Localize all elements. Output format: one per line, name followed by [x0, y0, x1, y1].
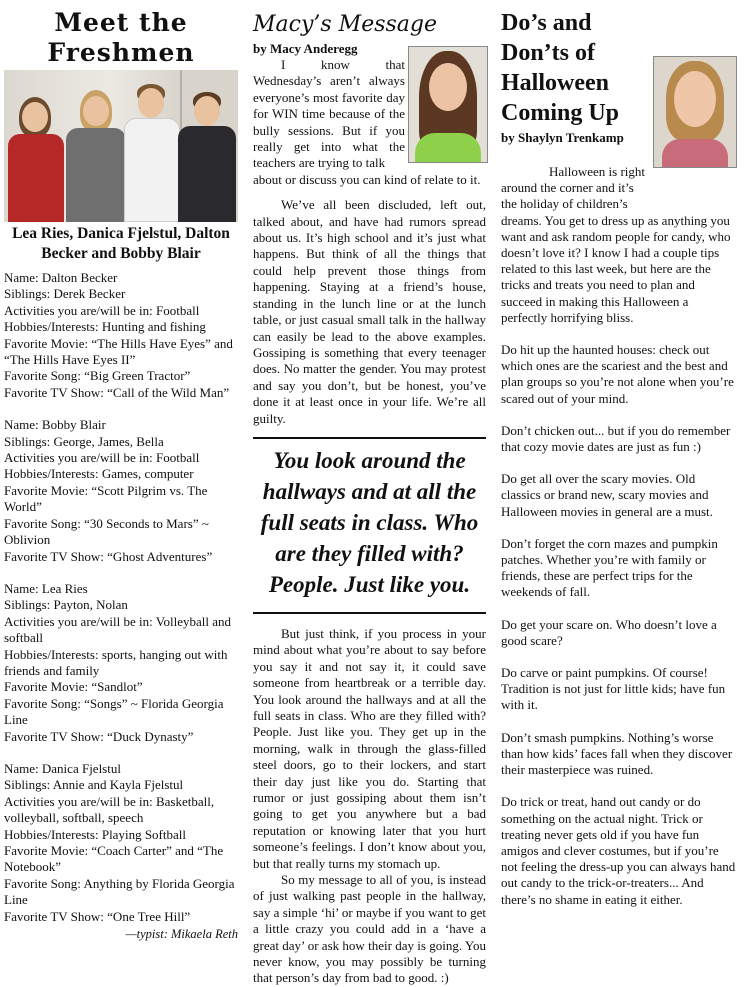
halloween-tip: Do hit up the haunted houses: check out which ones are the scariest and the best and plan groups so you’re not alone when you’re scared out of your mind.	[501, 342, 734, 406]
profile-line: Favorite Song: Anything by Florida Georgia Line	[4, 875, 235, 908]
profile-line: Favorite Song: “30 Seconds to Mars” ~ Oblivion	[4, 515, 209, 548]
pull-quote: You look around the hallways and at all the full seats in class. Who are they filled with? People. Just like you.	[253, 437, 486, 614]
freshmen-title-line1: Meet the	[54, 8, 188, 37]
halloween-title: Do’s and Don’ts of Halloween Coming Up	[501, 10, 620, 126]
profile-line: Hobbies/Interests: Hunting and fishing	[4, 319, 206, 335]
profile-line: Favorite TV Show: “One Tree Hill”	[4, 908, 191, 924]
profile-bobby	[4, 417, 238, 565]
macy-column	[253, 0, 486, 987]
profile-line: Favorite TV Show: “Call of the Wild Man”	[4, 384, 230, 400]
profile-line: Name: Bobby Blair	[4, 417, 106, 433]
profile-line: Siblings: Derek Becker	[4, 286, 126, 302]
freshmen-group-photo	[4, 70, 238, 222]
macy-paragraph-2: We’ve all been discluded, left out, talked about, and have had rumors spread about us. It’s high school and it’s just what happens. But think of all the things that could help prevent those things from happening. Staying at a friend’s house, standing in the lunch line or at the lunch table, or just casual small talk in the hallway can easily be lead to the above examples. Gossiping is something that every teenager does. No matter the gender. You may protest and say you don’t, but be honest, you’ve done it at least once in your life. We’re all guilty.	[253, 197, 486, 426]
profile-line: Favorite Movie: “Sandlot”	[4, 679, 143, 695]
profile-line: Favorite TV Show: “Ghost Adventures”	[4, 548, 213, 564]
profile-line: Activities you are/will be in: Football	[4, 302, 200, 318]
profile-line: Siblings: Payton, Nolan	[4, 597, 128, 613]
profile-line: Hobbies/Interests: Playing Softball	[4, 826, 186, 842]
halloween-tip: Do get all over the scary movies. Old classics or brand new, scary movies and Halloween movies in general are a must.	[501, 471, 713, 519]
shaylyn-portrait-photo	[653, 56, 737, 168]
profile-line: Activities you are/will be in: Volleyball and softball	[4, 613, 231, 646]
macy-paragraph-1-wrapped: I know that Wednesday’s aren’t always everyone’s most favorite day for WIN time because of the bully sessions. But if you really get into what the teachers are trying to talk	[253, 57, 405, 171]
halloween-intro-wrapped: Halloween is right around the corner and it’s the holiday of children’s	[501, 164, 646, 212]
profile-line: Siblings: Annie and Kayla Fjelstul	[4, 777, 184, 793]
profile-lea	[4, 581, 238, 745]
profile-line: Favorite Song: “Songs” ~ Florida Georgia Line	[4, 695, 224, 728]
profile-danica	[4, 761, 238, 925]
profile-line: Favorite TV Show: “Duck Dynasty”	[4, 728, 194, 744]
profile-line: Favorite Movie: “Coach Carter” and “The Notebook”	[4, 843, 224, 875]
macy-byline: by Macy Anderegg	[253, 41, 358, 56]
profile-line: Name: Danica Fjelstul	[4, 760, 121, 776]
profile-line: Activities you are/will be in: Basketball, volleyball, softball, speech	[4, 793, 215, 826]
profile-line: Favorite Movie: “The Hills Have Eyes” and “The Hills Have Eyes II”	[4, 335, 233, 368]
halloween-tip: Don’t forget the corn mazes and pumpkin patches. Whether you’re with family or friends, these are perfect trips for the weekends of fall.	[501, 535, 718, 600]
halloween-tip: Do carve or paint pumpkins. Of course! Tradition is not just for little kids; have fun with it.	[501, 665, 726, 713]
halloween-intro-rest: dreams. You get to dress up as anything you want and ask random people for candy, who doesn’t love it? I know I had a couple tips related to this last week, but here are the tricks and treats you need to plan and succeed in making this Halloween a perfectly horrifying bliss.	[501, 212, 731, 325]
halloween-tip: Don’t smash pumpkins. Nothing’s worse than how kids’ faces fall when they discover their masterpiece was ruined.	[501, 729, 733, 778]
profile-line: Favorite Song: “Big Green Tractor”	[4, 368, 191, 384]
halloween-byline: by Shaylyn Trenkamp	[501, 130, 624, 145]
macy-title: Macy’s Message	[253, 12, 438, 37]
halloween-column	[501, 0, 737, 908]
halloween-tip: Do get your scare on. Who doesn’t love a good scare?	[501, 616, 717, 648]
profile-dalton	[4, 270, 238, 401]
macy-portrait-photo	[408, 46, 488, 163]
profile-line: Name: Lea Ries	[4, 580, 88, 596]
profile-line: Name: Dalton Becker	[4, 270, 118, 285]
macy-paragraph-1-rest: about or discuss you can kind of relate to it.	[253, 171, 481, 187]
profile-line: Siblings: George, James, Bella	[4, 433, 164, 449]
profile-line: Hobbies/Interests: sports, hanging out with friends and family	[4, 646, 228, 678]
profile-line: Favorite Movie: “Scott Pilgrim vs. The World”	[4, 482, 208, 515]
freshmen-title-line2: Freshmen	[47, 38, 195, 67]
profile-line: Hobbies/Interests: Games, computer	[4, 466, 194, 482]
macy-paragraph-3: But just think, if you process in your mind about what you’re about to say before you say it and not say it, it could save someone from heartbreak or a terrible day. You look around the hallways and at all the full seats in class. Who are they filled with? People. Just like you. They get up in the morning, walk in through the glass-filled steel doors, go to their lockers, and start their day just like you do. Starting that rumor or just gossiping about them isn’t going to get you anywhere but a bad reputation or knowing later that you hurt someone’s feelings. I don’t know about you, but that really turns my stomach up.	[253, 625, 486, 871]
halloween-tip: Don’t chicken out... but if you do remember that cozy movie dates are just as fun :)	[501, 422, 731, 455]
typist-credit: —typist: Mikaela Reth	[125, 927, 238, 942]
photo-caption: Lea Ries, Danica Fjelstul, Dalton Becker and Bobby Blair	[12, 225, 230, 262]
freshmen-column	[4, 0, 238, 942]
macy-paragraph-4: So my message to all of you, is instead of just walking past people in the hallway, say a simple ‘hi’ or maybe if you want to get a little crazy you could add in a ‘have a great day’ or ask how their day is going. You never know, you may possibly be turning that person’s day from bad to good. :)	[253, 872, 486, 986]
profile-line: Activities you are/will be in: Football	[4, 450, 200, 466]
halloween-tip: Do trick or treat, hand out candy or do something on the actual night. Trick or treating never gets old if you have fun amigos and clever costumes, but if you’re not feeling the dress-up you can always hand out candy to the trick-or-treaters... And there’s no shame in eating it either.	[501, 794, 736, 907]
freshmen-title	[4, 8, 238, 68]
